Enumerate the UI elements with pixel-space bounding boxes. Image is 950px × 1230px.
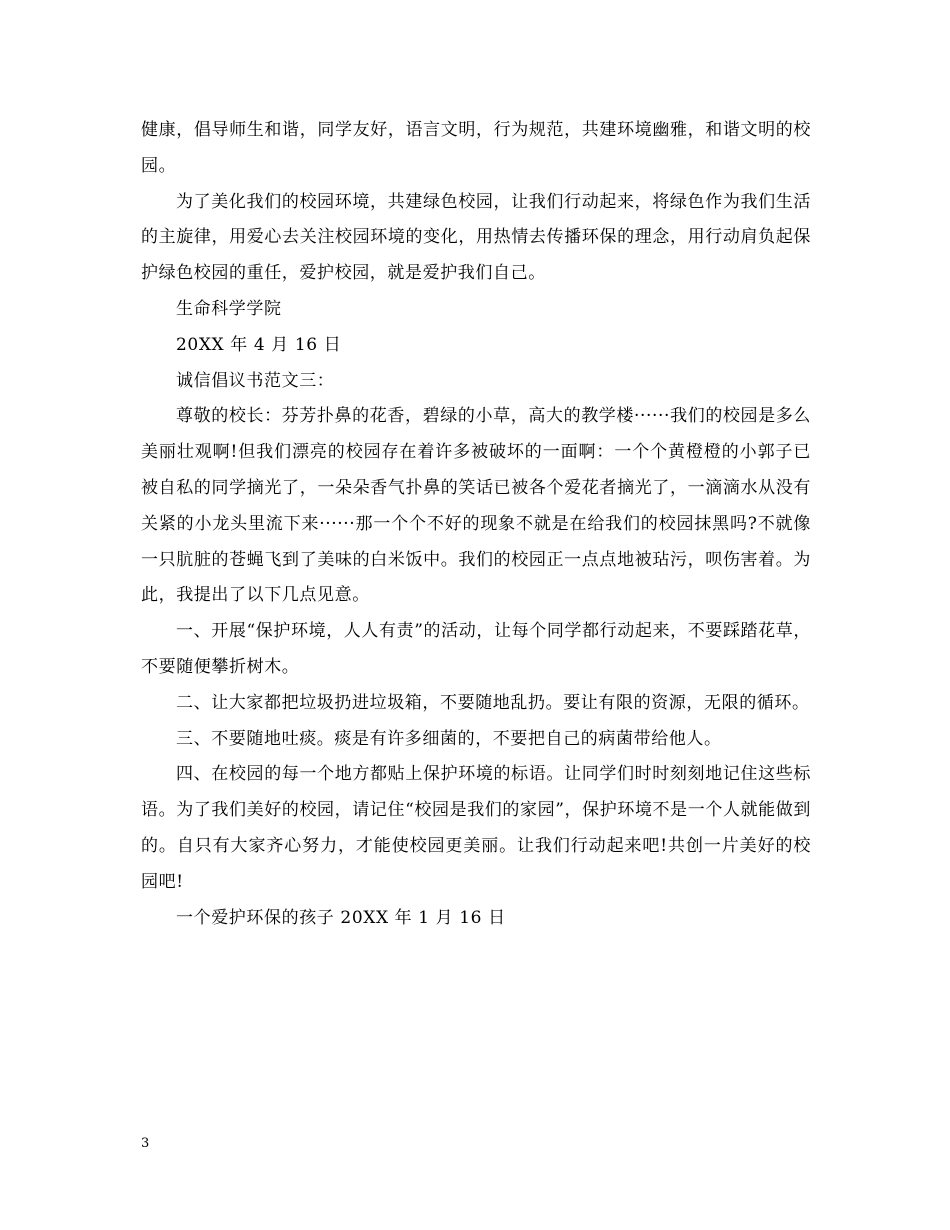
page-number: 3 <box>141 1136 150 1151</box>
paragraph: 健康，倡导师生和谐，同学友好，语言文明，行为规范，共建环境幽雅，和谐文明的校园。 <box>141 120 811 176</box>
closing-signature: 一个爱护环保的孩子 20XX 年 1 月 16 日 <box>176 907 506 928</box>
signature-date: 20XX 年 4 月 16 日 <box>176 334 342 355</box>
document-body <box>141 113 811 936</box>
list-item: 三、不要随地吐痰。痰是有许多细菌的，不要把自己的病菌带给他人。 <box>176 728 722 749</box>
paragraph: 为了美化我们的校园环境，共建绿色校园，让我们行动起来，将绿色作为我们生活的主旋律，用爱心去关注校园环境的变化，用热情去传播环保的理念，用行动肩负起保护绿色校园的重任，爱护校园，就是爱护我们自己。 <box>141 191 811 284</box>
list-item: 一、开展“保护环境，人人有责”的活动，让每个同学都行动起来，不要踩踏花草，不要随便攀折树木。 <box>141 621 811 677</box>
list-item: 二、让大家都把垃圾扔进垃圾箱，不要随地乱扔。要让有限的资源，无限的循环。 <box>176 692 810 713</box>
signature-organization: 生命科学学院 <box>176 298 282 319</box>
section-heading: 诚信倡议书范文三： <box>176 370 335 391</box>
paragraph: 尊敬的校长：芬芳扑鼻的花香，碧绿的小草，高大的教学楼······我们的校园是多么美丽壮观啊!但我们漂亮的校园存在着许多被破坏的一面啊：一个个黄橙橙的小郭子已被自私的同学摘光了，一朵朵香气扑鼻的笑话已被各个爱花者摘光了，一滴滴水从没有关紧的小龙头里流下来······那一个个不好的现象不就是在给我们的校园抹黑吗?不就像一只肮脏的苍蝇飞到了美味的白米饭中。我们的校园正一点点地被玷污，呗伤害着。为此，我提出了以下几点见意。 <box>141 406 811 606</box>
list-item: 四、在校园的每一个地方都贴上保护环境的标语。让同学们时时刻刻地记住这些标语。为了我们美好的校园，请记住“校园是我们的家园”，保护环境不是一个人就能做到的。自只有大家齐心努力，才能使校园更美丽。让我们行动起来吧!共创一片美好的校园吧! <box>141 764 811 892</box>
